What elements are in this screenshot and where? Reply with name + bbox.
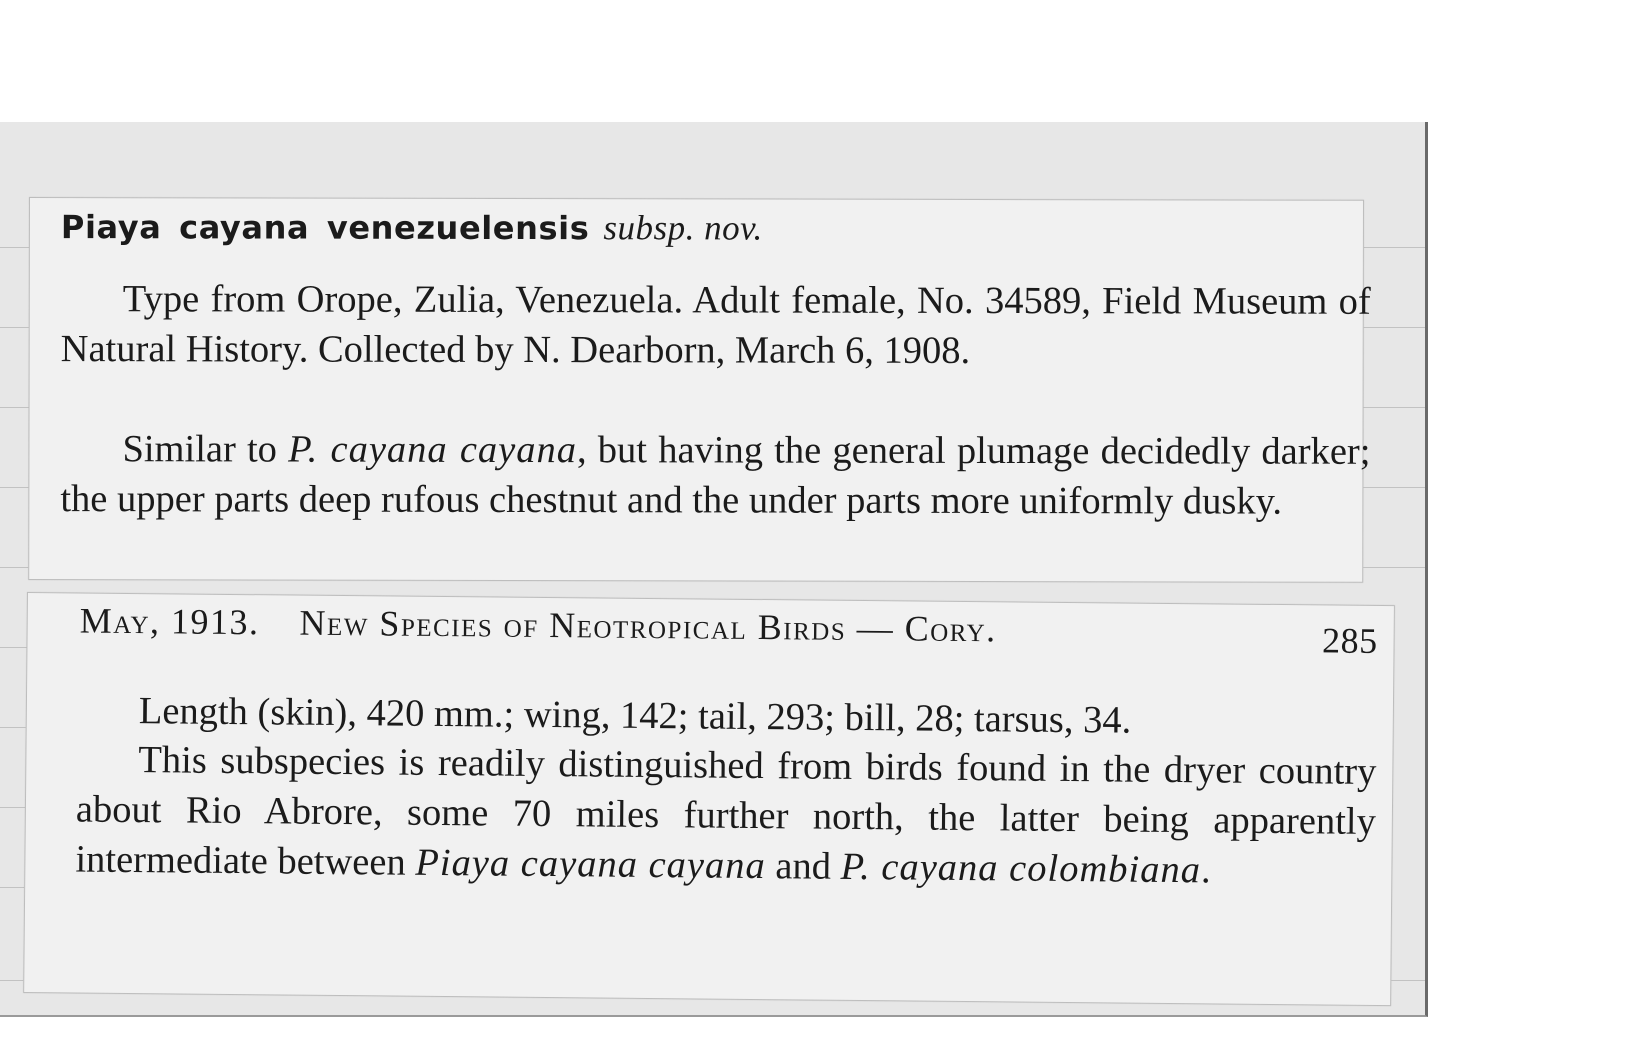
card-rule [0,327,32,328]
card-rule [1358,567,1425,568]
compared-taxon: P. cayana cayana [288,428,578,472]
article-title: New Species of Neotropical Birds — Cory. [299,602,997,650]
species-heading [61,207,763,248]
remarks-paragraph: This subspecies is readily distinguished from birds found in the dryer country about Rio Abrore, some 70 miles further north, the latter being apparently intermediate between Piaya cayana cayana and P. cayana colombiana. [75,739,1377,892]
card-rule [0,487,32,488]
diagnosis-paragraph: Similar to P. cayana cayana, but having the general plumage decidedly darker; the upper parts deep rufous chestnut and the under parts more uniformly dusky. [60,428,1371,523]
issue-date: May, 1913. [79,600,260,643]
card-rule [0,567,32,568]
measurements-paragraph: Length (skin), 420 mm.; wing, 142; tail, 293; bill, 28; tarsus, 34. [138,690,1132,742]
taxon-status: subsp. nov. [603,208,763,248]
card-rule [0,407,32,408]
type-locality-paragraph: Type from Orope, Zulia, Venezuela. Adult female, No. 34589, Field Museum of Natural History. Collected by N. Dearborn, March 6, 1908. [60,278,1371,372]
card-rule [1358,247,1425,248]
card-rule [1358,407,1425,408]
taxon-name: Piaya cayana cayana [415,841,766,888]
clipping-type-description [28,197,1371,583]
taxon-name: P. cayana colombiana [840,845,1202,892]
running-head [79,600,1380,661]
species-name: Piaya cayana venezuelensis [60,208,590,248]
clipping-measurements [23,592,1395,1006]
card-rule [0,247,32,248]
page-number: 285 [1321,620,1378,661]
